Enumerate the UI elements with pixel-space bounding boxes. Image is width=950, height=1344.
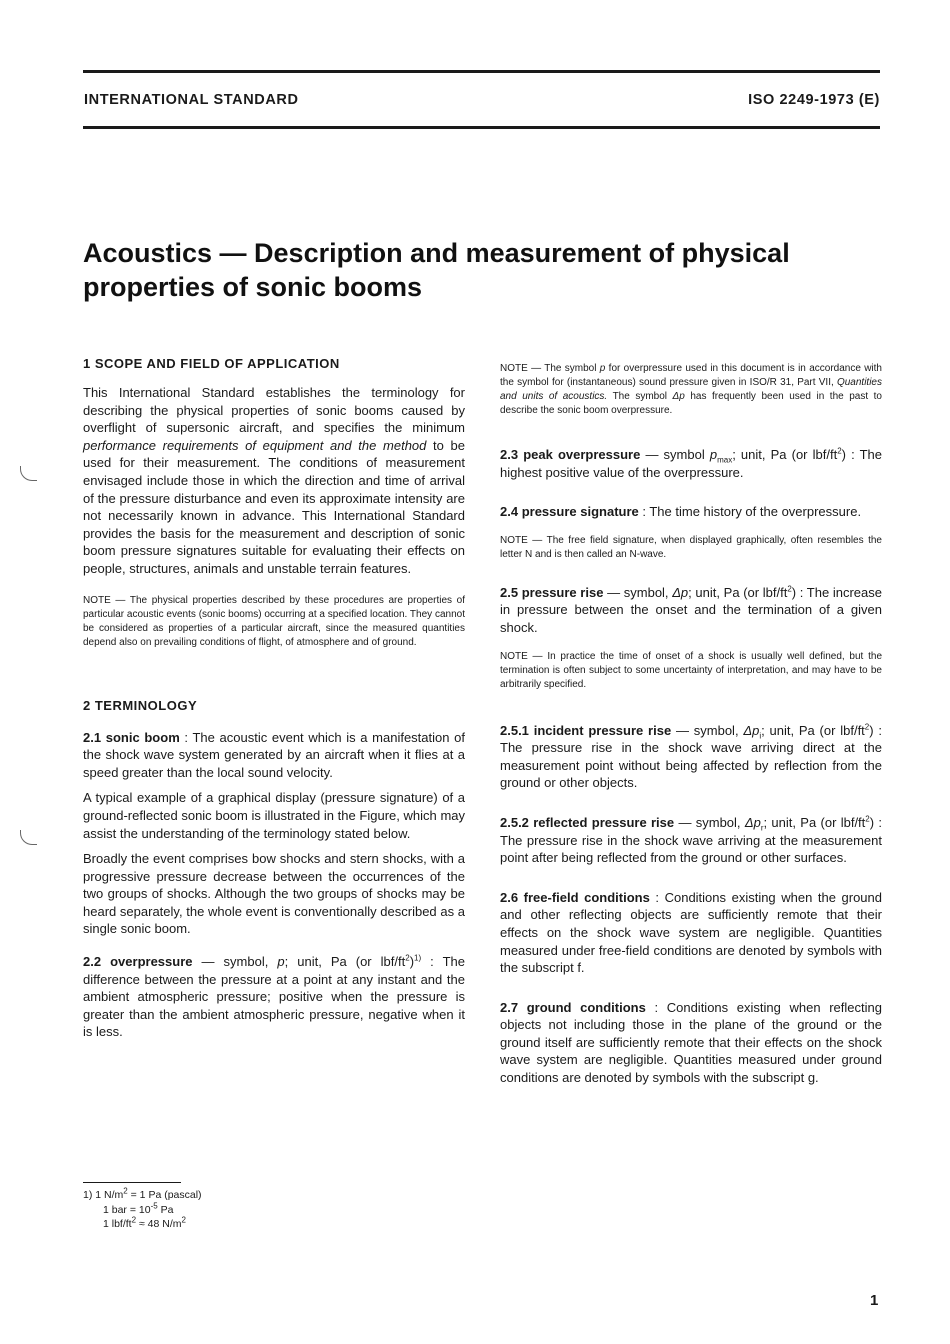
section-1-note: NOTE — The physical properties described by these procedures are properties of particular acoustic events (sonic booms) occurring at a specified location. They cannot be considered as properties of a particular aircraft, since the measured quantities depend also on prevailing conditions of flight, of atmosphere and of ground. <box>83 594 465 648</box>
section-1-heading: 1 SCOPE AND FIELD OF APPLICATION <box>83 356 340 371</box>
margin-mark <box>20 466 37 481</box>
left-column <box>83 356 465 1041</box>
footnote-rule <box>83 1182 181 1183</box>
definition-2-1: 2.1 sonic boom : The acoustic event which is a manifestation of the shock wave system generated by an aircraft when it flies at a speed greater than the local sound velocity. <box>83 729 465 780</box>
footnote-ref: 1) <box>414 953 422 963</box>
margin-mark <box>20 830 37 845</box>
header-document-id: ISO 2249-1973 (E) <box>748 92 880 108</box>
definition-2-4: 2.4 pressure signature : The time history of the overpressure. <box>500 504 862 520</box>
definition-2-7: 2.7 ground conditions : Conditions existing when reflecting objects not including those in the plane of the ground or the ground itself are sufficiently remote that their effects on the shock wave system are negligible. Quantities measured under ground conditions are denoted by symbols with the subscript g. <box>500 999 882 1086</box>
footnote-line-1: 1) 1 $N/m^2 = 1$ Pa (pascal) <box>83 1186 202 1201</box>
definition-2-1-example: A typical example of a graphical display (pressure signature) of a ground-reflected sonic boom is illustrated in the Figure, which may assist the understanding of the terminology stated below. <box>83 790 465 841</box>
footnote-line-3: 1 lbf/$ft^2 \approx 48$ $N/m^2$ <box>103 1215 186 1230</box>
definition-2-5: 2.5 pressure rise — symbol, Δp; unit, Pa (or lbf/$ft^2$) : The increase in pressure between the onset and the termination of a given shock. <box>500 584 882 635</box>
definition-2-2: 2.2 overpressure — symbol, p; unit, Pa (or lbf/$ft^2)^{1)}$ : The difference between the pressure at a point at any instant and the ambient atmospheric pressure; positive when the pressure is greater than the ambient atmospheric pressure, negative when it is less. <box>83 953 465 1040</box>
note-n-wave: NOTE — The free field signature, when displayed graphically, often resembles the letter N and is then called an N-wave. <box>500 534 882 560</box>
section-1-body: This International Standard establishes the terminology for describing the physical properties of sonic booms caused by overflight of supersonic aircraft, and specifies the minimum performance requirements of equipment and the method to be used for their measurement. The conditions of measurement envisaged include those in which the direction and time of arrival of the pressure disturbance and even its approximate intensity are not necessarily known in advance. This International Standard provides the basis for the measurement and description of sonic boom pressure signatures suitable for evaluating their effects on people, structures, animals and unstable terrain features. <box>83 385 465 576</box>
note-symbol-p: NOTE — The symbol p for overpressure used in this document is in accordance with the symbol for (instantaneous) sound pressure given in ISO/R 31, Part VII, Quantities and units of acoustics. The symbol Δp has frequently been used in the past to describe the sonic boom overpressure. <box>500 363 882 416</box>
definition-2-1-event: Broadly the event comprises bow shocks and stern shocks, with a progressive pressure decrease between the occurrences of the two groups of shocks. Although the two groups of shocks may be heard separately, the whole event is conventionally described as a single sonic boom. <box>83 851 465 937</box>
header-top-rule <box>83 70 880 73</box>
definition-2-3: 2.3 peak overpressure — symbol $p_{max}$; unit, Pa (or lbf/$ft^2$) : The highest positive value of the overpressure. <box>500 446 882 480</box>
document-title: Acoustics — Description and measurement of physical properties of sonic booms <box>83 238 790 302</box>
footnote-line-2: 1 bar = $10^{-5}$ Pa <box>103 1201 174 1216</box>
header-bottom-rule <box>83 126 880 129</box>
right-column <box>500 362 882 1087</box>
footnote <box>83 1188 202 1232</box>
definition-2-5-2: 2.5.2 reflected pressure rise — symbol, $\Delta p_r$; unit, Pa (or lbf/$ft^2$) : The pressure rise in the shock wave arriving at the measurement point after being reflected from the ground or other surfaces. <box>500 814 882 866</box>
definition-2-6: 2.6 free-field conditions : Conditions existing when the ground and other reflecting objects are sufficiently remote that their effects on the shock wave system are negligible. Quantities measured under free-field conditions are denoted by symbols with the subscript f. <box>500 889 882 976</box>
section-2-heading: 2 TERMINOLOGY <box>83 697 198 713</box>
header-standard-type: INTERNATIONAL STANDARD <box>84 92 299 108</box>
note-shock-onset: NOTE — In practice the time of onset of a shock is usually well defined, but the termination is often subject to some uncertainty of interpretation, and may have to be arbitrarily specified. <box>500 650 882 690</box>
page-number: 1 <box>870 1292 879 1309</box>
definition-2-5-1: 2.5.1 incident pressure rise — symbol, $\Delta p_i$; unit, Pa (or lbf/$ft^2$) : The pressure rise in the shock wave arriving direct at the measurement point without being affected by reflection from the ground or other objects. <box>500 722 882 791</box>
